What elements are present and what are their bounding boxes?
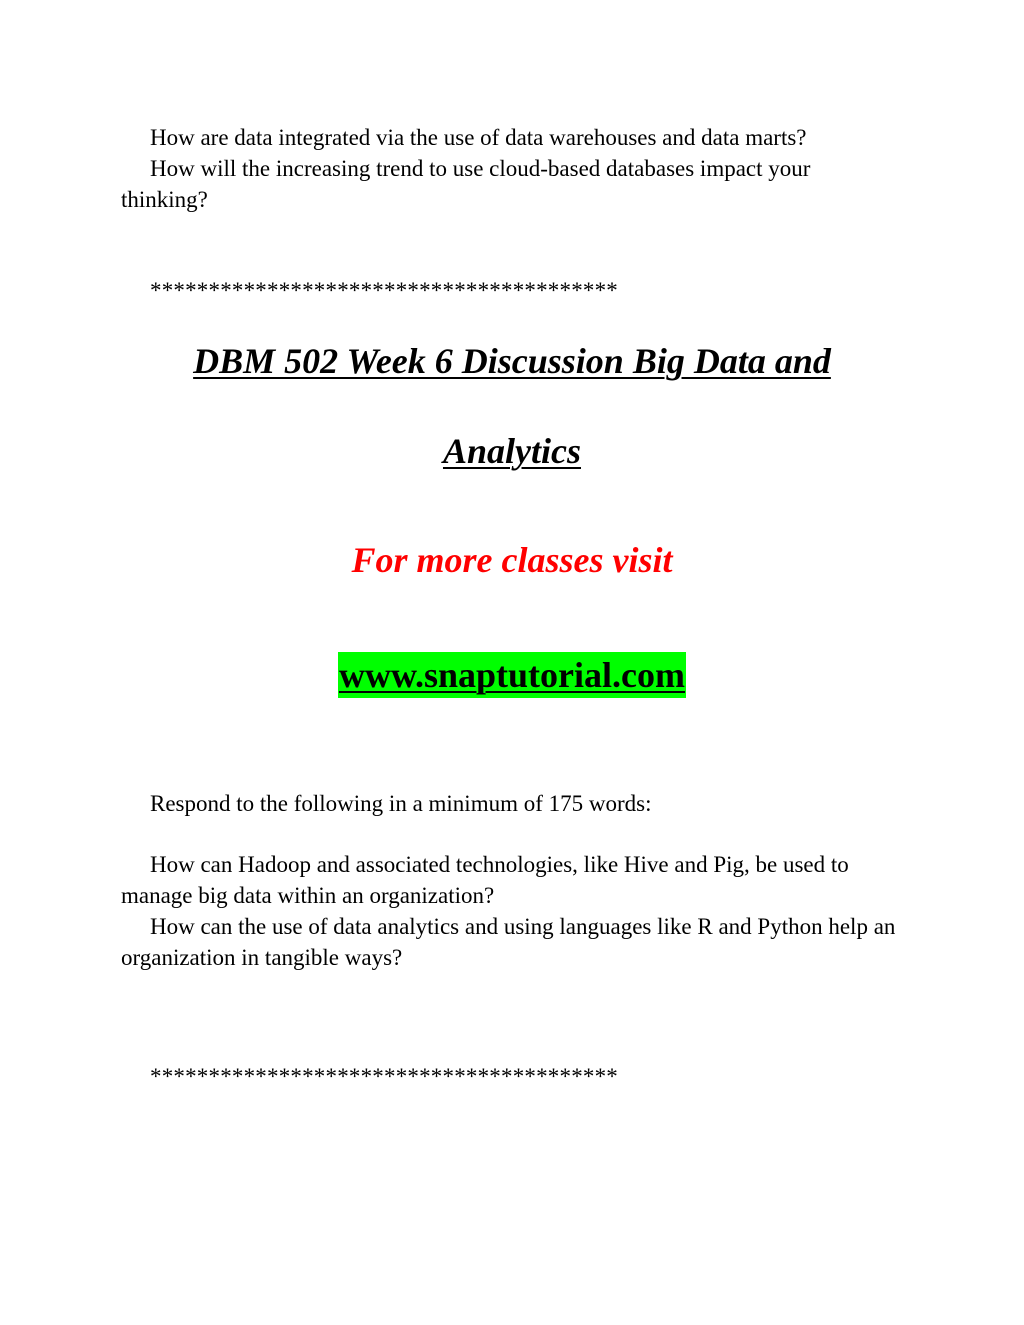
page-title-line-1: DBM 502 Week 6 Discussion Big Data and xyxy=(193,341,831,381)
separator-top: **************************************** xyxy=(150,278,618,303)
discussion-questions xyxy=(121,849,901,973)
instruction-block xyxy=(121,788,901,819)
intro-question-1: How are data integrated via the use of data warehouses and data marts? xyxy=(150,125,807,150)
page-title-line-2: Analytics xyxy=(442,431,581,471)
promo-visit-text: For more classes visit xyxy=(351,540,673,580)
promo-url-container xyxy=(0,652,1024,698)
snaptutorial-link[interactable]: www.snaptutorial.com xyxy=(338,652,686,698)
intro-question-2: How will the increasing trend to use cloud-based databases impact your thinking? xyxy=(121,156,811,212)
separator-bottom: **************************************** xyxy=(150,1064,618,1089)
intro-questions xyxy=(121,122,901,215)
discussion-question-2: How can the use of data analytics and using languages like R and Python help an organization in tangible ways? xyxy=(121,914,896,970)
discussion-question-1: How can Hadoop and associated technologies, like Hive and Pig, be used to manage big data within an organization? xyxy=(121,852,849,908)
instruction-text: Respond to the following in a minimum of 175 words: xyxy=(150,791,652,816)
